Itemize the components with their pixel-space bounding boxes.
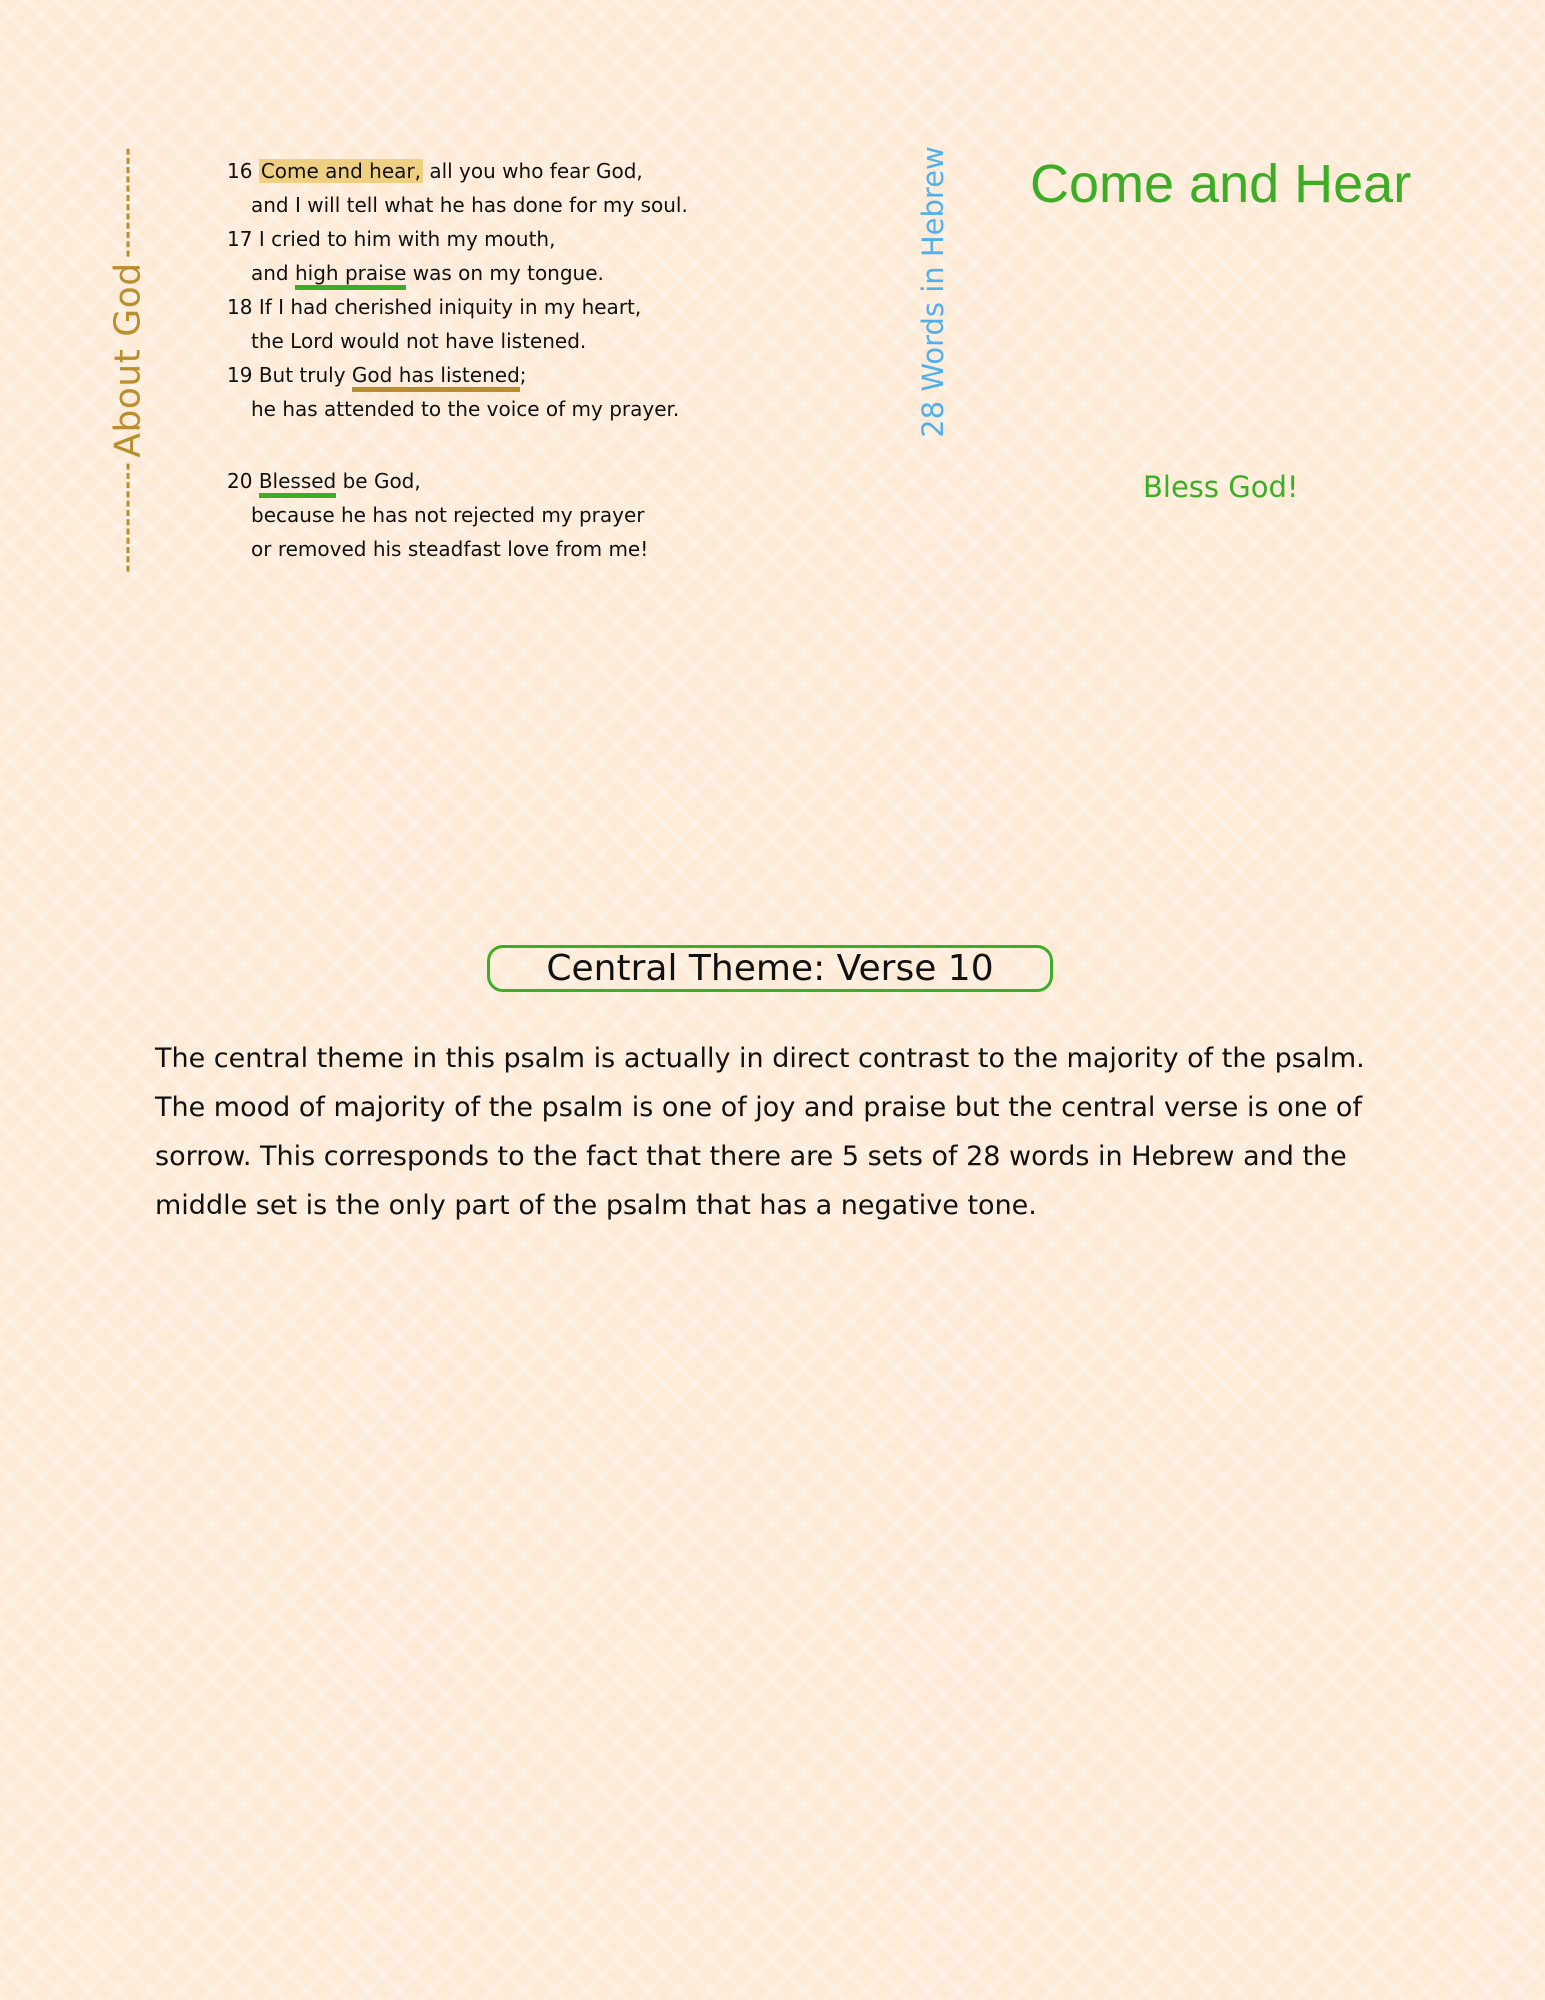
- about-god-text: About God: [107, 262, 149, 458]
- verse-text: all you who fear God,: [422, 159, 643, 183]
- underlined-phrase-gold: God has listened: [352, 363, 520, 392]
- verse-text: and: [251, 261, 295, 285]
- dashed-rule-right: [127, 148, 130, 256]
- verse-text: ;: [519, 363, 527, 387]
- page-subtitle: Bless God!: [1143, 470, 1299, 504]
- central-theme-body: The central theme in this psalm is actually in direct contrast to the majority of the psalm. The mood of majority of the psalm is one of joy and praise but the central verse is one of sorrow. This corresponds to the fact that there are 5 sets of 28 words in Hebrew and the middle set is the only part of the psalm that has a negative tone.: [155, 1043, 1365, 1221]
- verse-text: or removed his steadfast love from me!: [251, 537, 649, 561]
- verse-text: But truly: [258, 363, 352, 387]
- verse-16-line-2: [227, 188, 887, 222]
- verse-spacer: [227, 426, 887, 464]
- psalm-verses: [227, 154, 887, 566]
- verse-19-line-1: [227, 358, 887, 392]
- verse-number: 19: [227, 363, 253, 387]
- dashed-rule-left: [127, 464, 130, 572]
- verse-text: If I had cherished iniquity in my heart,: [258, 295, 642, 319]
- hebrew-word-count-label: 28 Words in Hebrew: [916, 146, 950, 438]
- verse-text: he has attended to the voice of my prayer.: [251, 397, 680, 421]
- verse-20-line-3: [227, 532, 887, 566]
- page-title: Come and Hear: [1030, 154, 1412, 214]
- verse-17-line-1: [227, 222, 887, 256]
- verse-16-line-1: [227, 154, 887, 188]
- central-theme-heading: [487, 945, 1053, 992]
- verse-number: 20: [227, 469, 253, 493]
- underlined-phrase-green: high praise: [295, 261, 406, 290]
- verse-20-line-1: [227, 464, 887, 498]
- verse-number: 17: [227, 227, 253, 251]
- underlined-phrase-green: Blessed: [259, 469, 336, 498]
- verse-text: because he has not rejected my prayer: [251, 503, 645, 527]
- about-god-label: [108, 148, 149, 571]
- verse-text: the Lord would not have listened.: [251, 329, 587, 353]
- verse-17-line-2: [227, 256, 887, 290]
- verse-18-line-2: [227, 324, 887, 358]
- verse-19-line-2: [227, 392, 887, 426]
- verse-text: was on my tongue.: [406, 261, 604, 285]
- central-theme-heading-text: Central Theme: Verse 10: [546, 948, 994, 989]
- verse-text: be God,: [336, 469, 421, 493]
- verse-number: 16: [227, 159, 253, 183]
- verse-20-line-2: [227, 498, 887, 532]
- verse-text: and I will tell what he has done for my soul.: [251, 193, 688, 217]
- highlighted-phrase: Come and hear,: [260, 159, 421, 183]
- verse-text: I cried to him with my mouth,: [258, 227, 556, 251]
- verse-number: 18: [227, 295, 253, 319]
- verse-18-line-1: [227, 290, 887, 324]
